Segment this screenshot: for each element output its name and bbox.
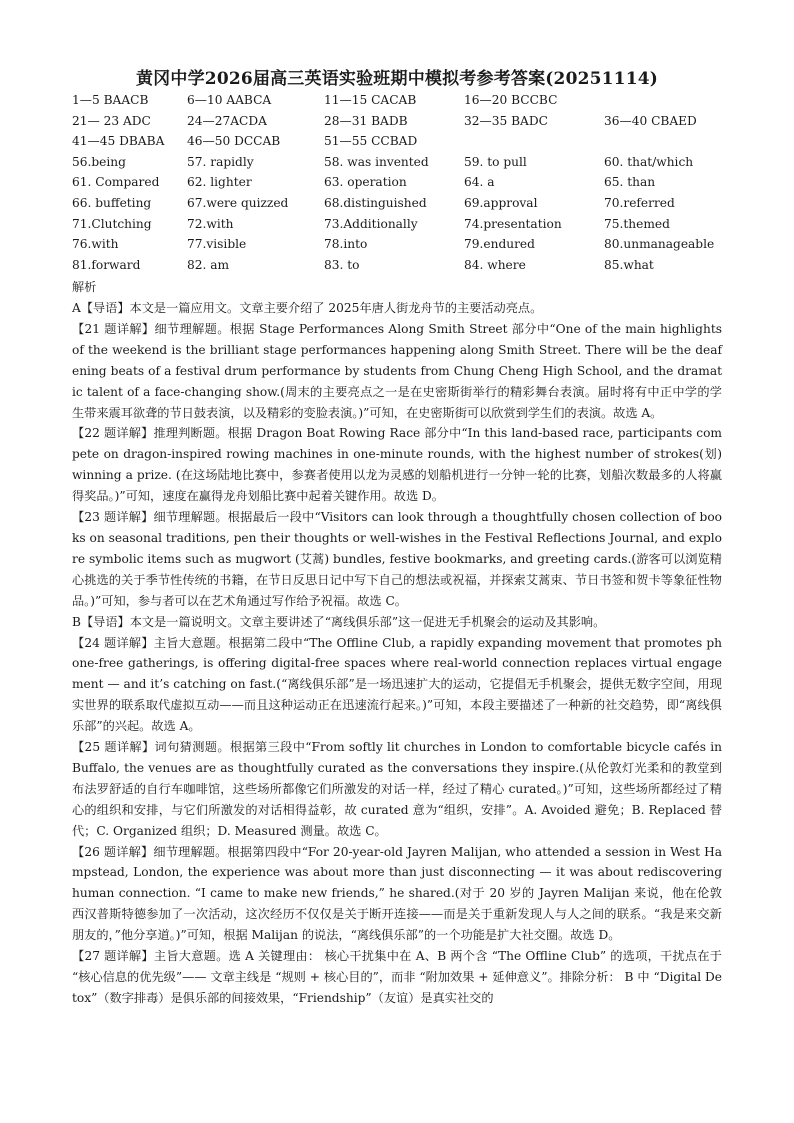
- answer-row: [72, 114, 752, 134]
- answer-item: 46—50 DCCAB: [187, 134, 281, 149]
- answer-row: [72, 155, 752, 175]
- answer-item: 74.presentation: [464, 216, 562, 231]
- answer-item: 77.visible: [187, 237, 247, 252]
- analysis-paragraph: 【23 题详解】细节理解题。根据最后一段中“Visitors can look through a thoughtfully chosen collection of books on seasonal traditions, pen their thoughts or well-wishes in the Festival Reflections Journal, and explore symbolic items such as mugwort (艾蒿) bundles, festive bookmarks, and greeting cards.(游客可以浏览精心挑选的关于季节性传统的书籍，在节日反思日记中写下自己的想法或祝福，并探索艾蒿束、节日书签和贺卡等象征性物品。)”可知，参与者可以在艺术角通过写作给予祝福。故选 C。: [72, 510, 722, 608]
- answer-item: 75.themed: [604, 216, 670, 231]
- analysis-paragraph: A【导语】本文是一篇应用文。文章主要介绍了 2025年唐人街龙舟节的主要活动亮点。: [72, 301, 543, 315]
- answer-item: 62. lighter: [187, 175, 252, 190]
- answer-item: 58. was invented: [324, 154, 429, 169]
- answer-item: 83. to: [324, 257, 360, 272]
- answer-item: 66. buffeting: [72, 196, 152, 210]
- answer-item: 81.forward: [72, 257, 141, 272]
- answer-row: [72, 134, 752, 154]
- answer-item: 11—15 CACAB: [324, 93, 417, 107]
- answer-item: 64. a: [464, 175, 495, 190]
- answer-item: 65. than: [604, 175, 656, 190]
- analysis-label: 解析: [72, 280, 97, 294]
- answer-item: 68.distinguished: [324, 196, 427, 210]
- answer-row: [72, 217, 752, 237]
- answer-item: 21— 23 ADC: [72, 113, 151, 128]
- answer-item: 41—45 DBABA: [72, 134, 165, 149]
- analysis-paragraph: 【24 题详解】主旨大意题。根据第二段中“The Offline Club, a rapidly expanding movement that promotes phone-free gatherings, is offering digital-free spaces where real-world connection replaces virtual engagement — and it’s catching on fast.(“离线俱乐部”是一场迅速扩大的运动，它提倡无手机聚会，提供无数字空间，用现实世界的联系取代虚拟互动——而且这种运动正在迅速流行起来。)”可知，本段主要描述了一种新的社交趋势，即“离线俱乐部”的兴起。故选 A。: [72, 635, 722, 734]
- answer-item: 67.were quizzed: [187, 196, 289, 210]
- answer-item: 84. where: [464, 257, 526, 272]
- answer-item: 1—5 BAACB: [72, 93, 149, 107]
- answer-item: 63. operation: [324, 175, 407, 190]
- answer-item: 72.with: [187, 216, 234, 231]
- answer-item: 78.into: [324, 237, 368, 252]
- page-title: 黄冈中学2026届高三英语实验班期中模拟考参考答案(20251114): [135, 69, 659, 89]
- answer-item: 28—31 BADB: [324, 113, 408, 128]
- analysis-paragraph: B【导语】本文是一篇说明文。文章主要讲述了“离线俱乐部”这一促进无手机聚会的运动及其影响。: [72, 614, 606, 629]
- answer-item: 69.approval: [464, 196, 538, 210]
- answer-item: 71.Clutching: [72, 216, 152, 231]
- answer-row: [72, 237, 752, 257]
- analysis-paragraph: 【26 题详解】细节理解题。根据第四段中“For 20-year-old Jayren Malijan, who attended a session in West Hampstead, London, the experience was about more than just disconnecting — it was about rediscovering human connection. “I came to make new friends,” he shared.(对于 20 岁的 Jayren Malijan 来说，他在伦敦西汉普斯特德参加了一次活动，这次经历不仅仅是关于断开连接——而是关于重新发现人与人之间的联系。“我是来交新朋友的，”他分享道。)”可知，根据 Malijan 的说法，“离线俱乐部”的一个功能是扩大社交圈。故选 D。: [72, 844, 722, 943]
- answer-item: 76.with: [72, 237, 119, 252]
- answer-item: 82. am: [187, 257, 230, 272]
- answer-item: 79.endured: [464, 237, 535, 252]
- answer-item: 60. that/which: [604, 154, 694, 169]
- answer-item: 73.Additionally: [324, 216, 418, 231]
- answer-item: 61. Compared: [72, 175, 160, 190]
- answer-item: 32—35 BADC: [464, 113, 548, 128]
- answer-item: 36—40 CBAED: [604, 113, 697, 128]
- answer-row: [72, 93, 752, 113]
- answer-item: 59. to pull: [464, 154, 527, 169]
- answer-row: [72, 258, 752, 278]
- analysis-body: [72, 298, 722, 1009]
- answer-item: 85.what: [604, 257, 654, 272]
- answer-row: [72, 175, 752, 195]
- analysis-paragraph: 【27 题详解】主旨大意题。选 A 关键理由： 核心干扰集中在 A、B 两个含 “The Offline Club” 的选项，干扰点在于 “核心信息的优先级”—— 文章主线是 “规则 + 核心目的”，而非 “附加效果 + 延伸意义”。排除分析： B 中 “Digital Detox”（数字排毒）是俱乐部的间接效果，“Friendship”（友谊）是真实社交的: [72, 949, 722, 1005]
- answer-item: 6—10 AABCA: [187, 93, 272, 107]
- answer-item: 24—27ACDA: [187, 113, 267, 128]
- analysis-paragraph: 【21 题详解】细节理解题。根据 Stage Performances Along Smith Street 部分中“One of the main highlights of the weekend is the brilliant stage performances happening along Smith Street. There will be the deafening beats of a festival drum performance by students from Chung Cheng High School, and the dramatic talent of a face-changing show.(周末的主要亮点之一是在史密斯街举行的精彩舞台表演。届时将有中正中学的学生带来震耳欲聋的节日鼓表演，以及精彩的变脸表演。)”可知，在史密斯街可以欣赏到学生们的表演。故选 A。: [72, 321, 722, 420]
- answer-item: 56.being: [72, 154, 126, 169]
- answer-item: 51—55 CCBAD: [324, 134, 418, 149]
- answer-item: 57. rapidly: [187, 154, 254, 169]
- answer-item: 80.unmanageable: [604, 237, 715, 252]
- answer-item: 16—20 BCCBC: [464, 93, 558, 107]
- answer-item: 70.referred: [604, 196, 675, 210]
- analysis-paragraph: 【25 题详解】词句猜测题。根据第三段中“From softly lit churches in London to comfortable bicycle cafés in Buffalo, the venues are as thoughtfully curated as the conversations they inspire.(从伦敦灯光柔和的教堂到布法罗舒适的自行车咖啡馆，这些场所都像它们所激发的对话一样，经过了精心 curated。)”可知，这些场所都经过了精心的组织和安排，与它们所激发的对话相得益彰，故 curated 意为“组织，安排”。A. Avoided 避免；B. Replaced 替代；C. Organized 组织；D. Measured 测量。故选 C。: [72, 740, 722, 838]
- answer-row: [72, 196, 752, 216]
- analysis-paragraph: 【22 题详解】推理判断题。根据 Dragon Boat Rowing Race 部分中“In this land-based race, participants compete on dragon-inspired rowing machines in one-minute rounds, with the highest number of strokes(划) winning a prize. (在这场陆地比赛中，参赛者使用以龙为灵感的划船机进行一分钟一轮的比赛，划船次数最多的人将赢得奖品。)”可知，速度在赢得龙舟划船比赛中起着关键作用。故选 D。: [72, 426, 722, 504]
